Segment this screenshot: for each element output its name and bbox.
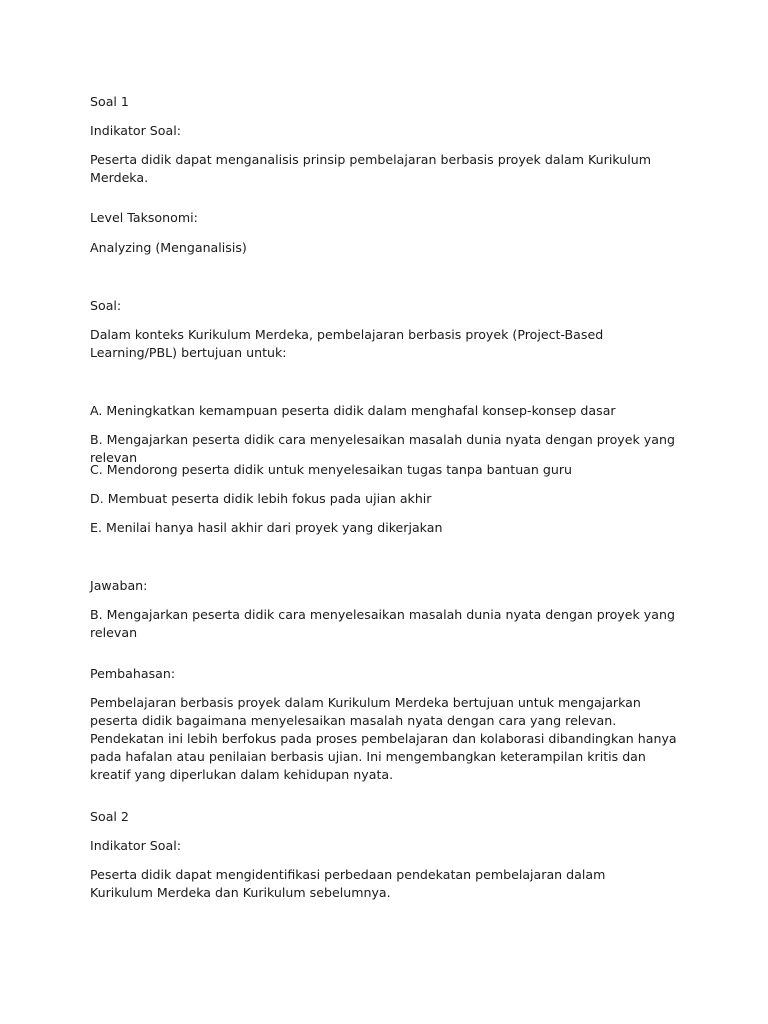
soal-1-question-text: Dalam konteks Kurikulum Merdeka, pembelajaran berbasis proyek (Project-Based Learning/PBL) bertujuan untuk: — [90, 327, 604, 360]
soal-1-question-label: Soal: — [90, 298, 122, 313]
soal-1-option-a: A. Meningkatkan kemampuan peserta didik dalam menghafal konsep-konsep dasar — [90, 403, 616, 418]
soal-1-option-c: C. Mendorong peserta didik untuk menyelesaikan tugas tanpa bantuan guru — [90, 462, 573, 477]
soal-2-indicator-text: Peserta didik dapat mengidentifikasi perbedaan pendekatan pembelajaran dalam Kurikulum Merdeka dan Kurikulum sebelumnya. — [90, 867, 606, 900]
soal-1-taxonomy-value: Analyzing (Menganalisis) — [90, 240, 247, 255]
soal-1-option-e: E. Menilai hanya hasil akhir dari proyek yang dikerjakan — [90, 520, 443, 535]
soal-1-heading: Soal 1 — [90, 94, 129, 109]
soal-1-taxonomy-label: Level Taksonomi: — [90, 210, 198, 225]
soal-1-discussion-text: Pembelajaran berbasis proyek dalam Kurikulum Merdeka bertujuan untuk mengajarkan peserta didik bagaimana menyelesaikan masalah nyata dengan cara yang relevan. Pendekatan ini lebih berfokus pada proses pembelajaran dan kolaborasi dibandingkan hanya pada hafalan atau penilaian berbasis ujian. Ini mengembangkan keterampilan kritis dan kreatif yang diperlukan dalam kehidupan nyata. — [90, 695, 677, 782]
soal-1-option-d: D. Membuat peserta didik lebih fokus pada ujian akhir — [90, 491, 432, 506]
soal-1-indicator-text: Peserta didik dapat menganalisis prinsip pembelajaran berbasis proyek dalam Kurikulum Merdeka. — [90, 152, 651, 185]
soal-1-indicator-label: Indikator Soal: — [90, 123, 181, 138]
soal-1-option-b: B. Mengajarkan peserta didik cara menyelesaikan masalah dunia nyata dengan proyek yang relevan — [90, 432, 675, 465]
soal-2-indicator-label: Indikator Soal: — [90, 838, 181, 853]
soal-1-answer-label: Jawaban: — [90, 578, 148, 593]
soal-1-discussion-label: Pembahasan: — [90, 666, 176, 681]
soal-2-heading: Soal 2 — [90, 809, 129, 824]
soal-1-answer-text: B. Mengajarkan peserta didik cara menyelesaikan masalah dunia nyata dengan proyek yang relevan — [90, 607, 675, 640]
